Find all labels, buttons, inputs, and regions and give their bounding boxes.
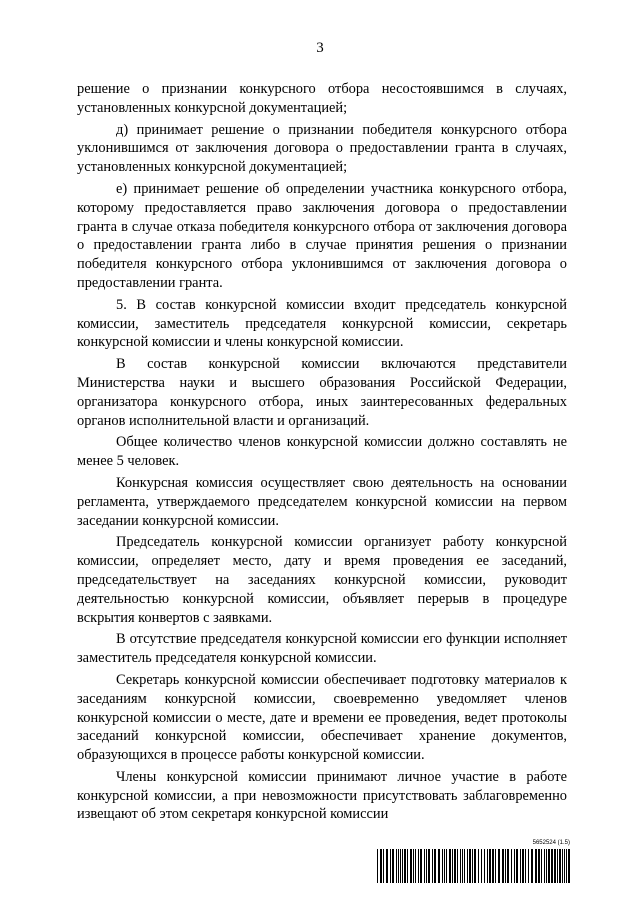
paragraph: Секретарь конкурсной комиссии обеспечивает подготовку материалов к заседаниям конкурсной комиссии, своевременно уведомляет членов конкурсной комиссии о месте, дате и времени ее проведения, ведет протоколы заседаний конкурсной комиссии, обеспечивает хранение документов, образующихся в процессе работы конкурсной комиссии. bbox=[77, 671, 567, 764]
barcode-image bbox=[377, 849, 570, 883]
paragraph: В отсутствие председателя конкурсной комиссии его функции исполняет заместитель председателя конкурсной комиссии. bbox=[77, 631, 567, 667]
document-body bbox=[77, 80, 567, 827]
paragraph: Конкурсная комиссия осуществляет свою деятельность на основании регламента, утверждаемого председателем конкурсной комиссии на первом заседании конкурсной комиссии. bbox=[77, 474, 567, 529]
paragraph: В состав конкурсной комиссии включаются представители Министерства науки и высшего образования Российской Федерации, организатора конкурсного отбора, иных заинтересованных федеральных органов исполнительной власти и организаций. bbox=[77, 356, 567, 429]
paragraph: 5. В состав конкурсной комиссии входит председатель конкурсной комиссии, заместитель председателя конкурсной комиссии, секретарь конкурсной комиссии и члены конкурсной комиссии. bbox=[77, 296, 567, 351]
paragraph: Общее количество членов конкурсной комиссии должно составлять не менее 5 человек. bbox=[77, 434, 567, 470]
paragraph: е) принимает решение об определении участника конкурсного отбора, которому предоставляется право заключения договора о предоставлении гранта в случае отказа победителя конкурсного отбора от заключения договора о предоставлении гранта либо в случае принятия решения о признании победителя конкурсного отбора уклонившимся от заключения договора о предоставлении гранта. bbox=[77, 180, 567, 291]
paragraph: Председатель конкурсной комиссии организует работу конкурсной комиссии, определяет место, дату и время проведения ее заседаний, председательствует на заседаниях конкурсной комиссии, руководит деятельностью конкурсной комиссии, объявляет перерыв в процедуре вскрытия конвертов с заявками. bbox=[77, 534, 567, 626]
page-number: 3 bbox=[316, 40, 324, 56]
paragraph: д) принимает решение о признании победителя конкурсного отбора уклонившимся от заключения договора о предоставлении гранта в случаях, установленных конкурсной документацией; bbox=[77, 121, 567, 176]
paragraph: Члены конкурсной комиссии принимают личное участие в работе конкурсной комиссии, а при невозможности присутствовать заблаговременно извещают об этом секретаря конкурсной комиссии bbox=[77, 768, 567, 823]
paragraph: решение о признании конкурсного отбора несостоявшимся в случаях, установленных конкурсной документацией; bbox=[77, 81, 567, 116]
document-code: 5652524 (1.5) bbox=[532, 840, 570, 846]
